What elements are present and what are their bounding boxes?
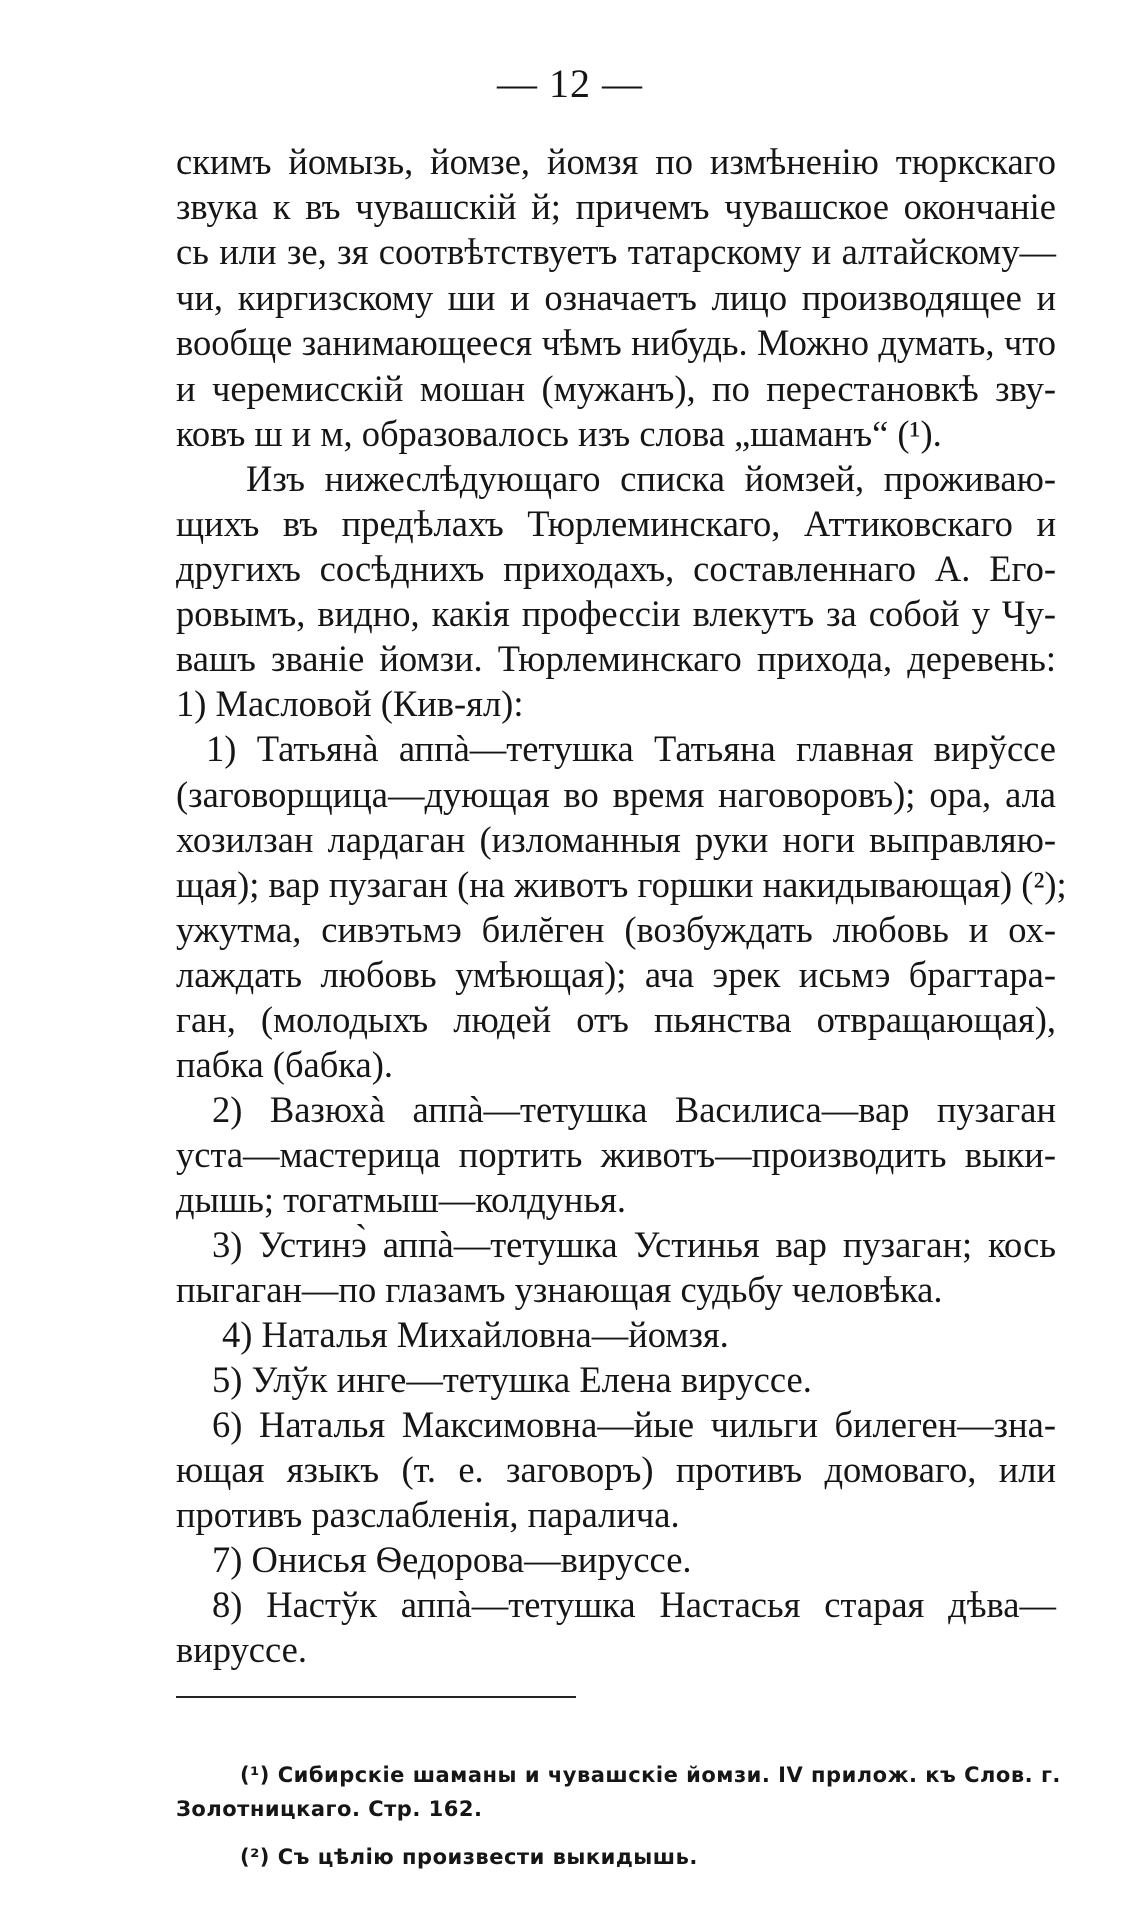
text-line: 7) Онисья Ѳедорова—вируссе. xyxy=(212,1539,692,1580)
text-line: щая); вар пузаган (на животъ горшки накидывающая) (²); xyxy=(176,864,1067,905)
text-line: 4) Наталья Михайловна—йомзя. xyxy=(222,1314,729,1355)
text-line: и черемисскій мошан (мужанъ), по перестановкѣ зву- xyxy=(176,368,1056,409)
text-line: пабка (бабка). xyxy=(176,1044,393,1085)
text-line: другихъ сосѣднихъ приходахъ, составленнаго А. Его- xyxy=(176,548,1056,589)
text-line: сь или зе, зя соотвѣтствуетъ татарскому и алтайскому— xyxy=(176,231,1056,272)
text-line: лаждать любовь умѣющая); ача эрек исьмэ брагтара- xyxy=(176,954,1056,995)
text-line: Изъ нижеслѣдующаго списка йомзей, проживаю- xyxy=(246,458,1056,499)
text-line: ган, (молодыхъ людей отъ пьянства отвращающая), xyxy=(176,999,1056,1040)
text-line: 6) Наталья Максимовна—йые чильги билеген—зна- xyxy=(212,1404,1056,1445)
footnote-line: Золотницкаго. Стр. 162. xyxy=(176,1797,483,1821)
text-line: 8) Настўк аппà—тетушка Настасья старая дѣва— xyxy=(212,1584,1056,1625)
footnote-line: (²) Съ цѣлію произвести выкидышь. xyxy=(240,1845,698,1869)
text-line: 2) Вазюхà аппà—тетушка Василиса—вар пузаган xyxy=(212,1089,1056,1130)
text-line: ровымъ, видно, какія профессіи влекутъ за собой у Чу- xyxy=(176,593,1056,634)
text-line: ужутма, сивэтьмэ билĕген (возбуждать любовь и ох- xyxy=(176,909,1056,950)
text-line: звука к въ чувашскій й; причемъ чувашское окончаніе xyxy=(176,186,1056,227)
text-line: 1) Татьянà аппà—тетушка Татьяна главная вирўссе xyxy=(206,728,1056,769)
text-line: вашъ званіе йомзи. Тюрлеминскаго прихода, деревень: xyxy=(176,638,1056,679)
text-line: 5) Улўк инге—тетушка Елена вируссе. xyxy=(212,1359,812,1400)
text-line: вообще занимающееся чѣмъ нибудь. Можно думать, что xyxy=(176,322,1056,363)
text-line: (заговорщица—дующая во время наговоровъ); ора, ала xyxy=(176,774,1056,815)
footnote-divider xyxy=(176,1696,576,1698)
text-line: чи, киргизскому ши и означаетъ лицо производящее и xyxy=(176,277,1056,318)
page-number: — 12 — xyxy=(497,61,643,106)
text-line: вируссе. xyxy=(176,1629,307,1670)
text-line: дышь; тогатмыш—колдунья. xyxy=(176,1179,627,1220)
footnote-line: (¹) Сибирскіе шаманы и чувашскіе йомзи. IV прилож. къ Слов. г. xyxy=(240,1763,1061,1787)
text-line: 3) Устинэ̀ аппà—тетушка Устинья вар пузаган; кось xyxy=(212,1224,1056,1265)
text-line: скимъ йомызь, йомзе, йомзя по измѣненію тюркскаго xyxy=(176,141,1056,182)
text-line: 1) Масловой (Кив-ял): xyxy=(176,683,524,724)
text-line: пыгаган—по глазамъ узнающая судьбу человѣка. xyxy=(176,1269,943,1310)
text-line: уста—мастерица портить животъ—производить выки- xyxy=(176,1134,1056,1175)
text-line: щихъ въ предѣлахъ Тюрлеминскаго, Аттиковскаго и xyxy=(176,503,1056,544)
text-line: ющая языкъ (т. е. заговоръ) противъ домоваго, или xyxy=(176,1449,1056,1490)
text-line: хозилзан лардаган (изломанныя руки ноги выправляю- xyxy=(176,819,1056,860)
text-line: ковъ ш и м, образовалось изъ слова „шаманъ“ (¹). xyxy=(176,413,942,454)
text-line: противъ разслабленія, паралича. xyxy=(176,1494,680,1535)
